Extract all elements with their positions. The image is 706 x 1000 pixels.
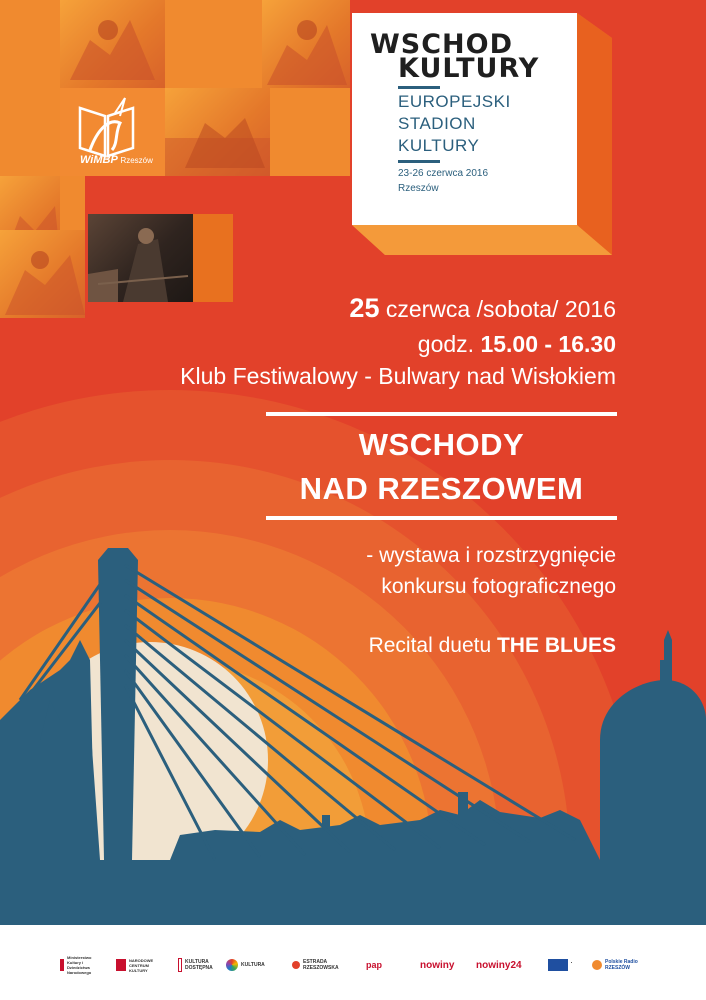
event-date-rest: czerwca /sobota/ 2016 [385, 296, 616, 322]
ministry-logo-icon [60, 959, 64, 971]
event-date-day: 25 [349, 293, 380, 323]
sponsor-name: KULTURA DOSTĘPNA [185, 959, 213, 971]
library-logo-name: WiMBP [80, 154, 118, 166]
event-time-value: 15.00 - 16.30 [480, 331, 616, 357]
sponsor-logo [548, 957, 572, 973]
logo-subtitle-line2: STADION [398, 114, 476, 133]
event-time-prefix: godz. [417, 331, 475, 357]
estrada-logo-icon [292, 961, 300, 969]
sponsor-name: KULTURA [241, 961, 265, 968]
kultura-logo-icon [226, 959, 238, 971]
sponsor-name: ESTRADA RZESZOWSKA [303, 959, 339, 971]
logo-dates: 23-26 czerwca 2016 [398, 168, 489, 179]
sponsor-name: NARODOWE CENTRUM KULTURY [129, 957, 154, 973]
logo-subtitle-line1: EUROPEJSKI [398, 92, 511, 111]
sponsor-footer [0, 925, 706, 1000]
logo-title-line2: KULTURY [398, 53, 540, 84]
headline-line2: NAD RZESZOWEM [299, 471, 584, 506]
sponsor-name: pap [366, 959, 383, 970]
sponsor-name: Polskie Radio RZESZÓW [605, 959, 638, 971]
sponsor-name [571, 962, 572, 969]
sponsor-logo [420, 957, 454, 973]
sponsor-name: Ministerstwo Kultury i Dziedzictwa Narodowego [67, 955, 92, 975]
event-venue: Klub Festiwalowy - Bulwary nad Wisłokiem [180, 363, 616, 389]
sponsor-logo [476, 957, 522, 973]
sponsor-logo [292, 957, 343, 973]
sponsor-logo [60, 957, 105, 973]
sponsor-logo [592, 957, 641, 973]
sponsor-logo [116, 957, 163, 973]
description-line2: konkursu fotograficznego [381, 575, 616, 598]
sponsor-logo [226, 957, 265, 973]
kultura-dostepna-logo-icon [178, 958, 182, 972]
polskie-radio-logo-icon [592, 960, 602, 970]
logo-title-line1: WSCHOD [370, 29, 514, 60]
nck-logo-icon [116, 959, 126, 971]
library-logo-city: Rzeszów [120, 156, 153, 165]
sponsor-logo [178, 957, 215, 973]
tvp3-logo-icon [548, 959, 568, 971]
headline-line1: WSCHODY [358, 427, 525, 462]
sponsor-logo [366, 957, 382, 973]
sponsor-name: nowiny [420, 959, 455, 971]
logo-city: Rzeszów [398, 183, 439, 194]
recital-prefix: Recital duetu [368, 634, 492, 657]
sponsor-name: nowiny24 [476, 959, 522, 971]
recital-band: THE BLUES [496, 634, 616, 657]
logo-subtitle-line3: KULTURY [398, 136, 480, 155]
description-line1: - wystawa i rozstrzygnięcie [366, 544, 616, 567]
